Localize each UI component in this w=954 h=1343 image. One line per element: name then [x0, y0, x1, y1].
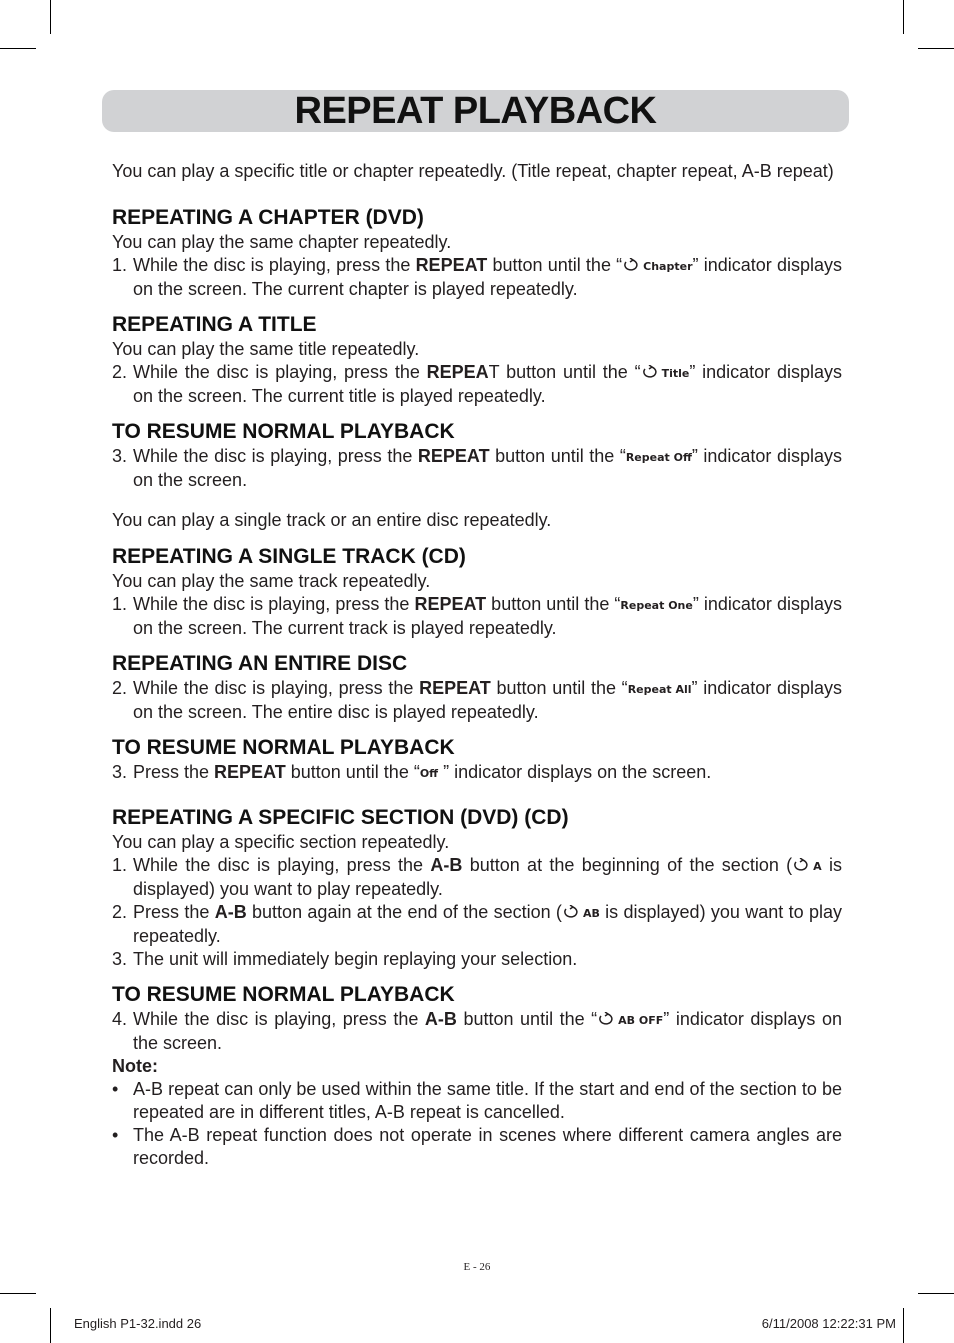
list-item	[112, 901, 842, 948]
crop-mark	[918, 48, 954, 49]
repeat-icon	[562, 905, 580, 919]
item-text: button until the “	[486, 594, 621, 614]
section-heading: REPEATING A SINGLE TRACK (CD)	[112, 545, 466, 568]
intro-text: You can play a specific title or chapter repeatedly. (Title repeat, chapter repeat, A-B repeat)	[112, 161, 834, 181]
key-name: REPEAT	[214, 762, 286, 782]
indicator-label: Off	[419, 767, 439, 780]
item-text: The unit will immediately begin replaying your selection.	[133, 949, 578, 969]
section-heading: TO RESUME NORMAL PLAYBACK	[112, 736, 455, 759]
main-content	[112, 160, 842, 1181]
item-number: 2.	[112, 678, 128, 698]
section-heading: REPEATING A CHAPTER (DVD)	[112, 206, 424, 229]
section-resume-normal	[112, 419, 842, 492]
item-text: ” indicator displays on the screen.	[133, 446, 842, 490]
key-name: A-B	[430, 855, 463, 875]
list-item	[112, 445, 842, 492]
item-text: button at the beginning of the section (	[462, 855, 793, 875]
item-text: ” indicator displays on the screen.	[438, 762, 712, 782]
item-text: button again at the end of the section (	[246, 902, 562, 922]
item-number: 1.	[112, 594, 128, 614]
indicator-label: Repeat Off	[625, 451, 692, 464]
item-number: 3.	[112, 446, 128, 466]
item-text: button until the “	[456, 1009, 598, 1029]
note-item	[112, 1078, 842, 1124]
list-item	[112, 1008, 842, 1055]
crop-mark	[50, 0, 51, 34]
repeat-icon	[792, 858, 810, 872]
key-name: REPEAT	[414, 594, 487, 614]
list-item	[112, 761, 842, 785]
key-name: A-B	[214, 902, 247, 922]
section-repeat-title	[112, 312, 842, 408]
item-text: While the disc is playing, press the	[133, 446, 418, 466]
crop-mark	[0, 48, 36, 49]
indicator-label: Repeat One	[620, 599, 693, 612]
item-text: Press the	[133, 762, 215, 782]
indicator-label: AB OFF	[618, 1014, 664, 1027]
item-text: While the disc is playing, press the	[133, 678, 420, 698]
note-label: Note:	[112, 1056, 158, 1076]
section-heading: TO RESUME NORMAL PLAYBACK	[112, 420, 455, 443]
item-text: T button until the “	[488, 362, 641, 382]
bullet: •	[112, 1079, 119, 1099]
page-title: REPEAT PLAYBACK	[294, 89, 657, 132]
section-repeat-chapter	[112, 205, 842, 301]
item-number: 1.	[112, 255, 128, 275]
item-text: Press the	[133, 902, 215, 922]
crop-mark	[918, 1293, 954, 1294]
repeat-icon	[622, 258, 640, 272]
slug-date: 6/11/2008 12:22:31 PM	[761, 1316, 896, 1331]
section-heading: REPEATING AN ENTIRE DISC	[112, 652, 408, 675]
list-item	[112, 948, 842, 971]
item-text: button until the “	[489, 446, 626, 466]
indicator-label: Chapter	[643, 260, 693, 273]
indicator-label: A	[813, 860, 822, 873]
item-number: 4.	[112, 1009, 128, 1029]
item-number: 3.	[112, 949, 128, 969]
item-text: ” indicator displays on the screen. The current title is played repeatedly.	[133, 362, 842, 406]
crop-mark	[0, 1293, 36, 1294]
section-repeat-ab	[112, 805, 842, 971]
item-number: 1.	[112, 855, 128, 875]
key-name: A-B	[424, 1009, 457, 1029]
section-desc: You can play a specific section repeatedly.	[112, 832, 450, 852]
indicator-label: AB	[582, 907, 600, 920]
section-resume-normal	[112, 735, 842, 785]
key-name: REPEAT	[415, 255, 488, 275]
item-text: is displayed) you want to play repeatedly.	[133, 855, 842, 899]
section-resume-normal	[112, 982, 842, 1170]
list-item	[112, 677, 842, 724]
indicator-label: Repeat All	[627, 683, 692, 696]
item-text: While the disc is playing, press the	[133, 594, 415, 614]
item-text: While the disc is playing, press the	[133, 255, 416, 275]
note-text: A-B repeat can only be used within the same title. If the start and end of the section to be repeated are in different titles, A-B repeat is cancelled.	[133, 1079, 842, 1122]
section-heading: REPEATING A SPECIFIC SECTION (DVD) (CD)	[112, 806, 569, 829]
intro-text: You can play a single track or an entire disc repeatedly.	[112, 510, 552, 530]
list-item	[112, 854, 842, 901]
section-heading: REPEATING A TITLE	[112, 313, 317, 336]
item-number: 3.	[112, 762, 128, 782]
list-item	[112, 361, 842, 408]
section-desc: You can play the same chapter repeatedly.	[112, 232, 452, 252]
section-repeat-track	[112, 544, 842, 640]
item-text: While the disc is playing, press the	[133, 855, 431, 875]
section-repeat-disc	[112, 651, 842, 724]
item-number: 2.	[112, 902, 128, 922]
key-name: REPEAT	[419, 678, 491, 698]
note-item	[112, 1124, 842, 1170]
section-desc: You can play the same track repeatedly.	[112, 571, 431, 591]
note-text: The A-B repeat function does not operate in scenes where different camera angles are recorded.	[133, 1125, 842, 1168]
title-banner	[102, 90, 849, 132]
key-name: REPEA	[426, 362, 489, 382]
section-desc: You can play the same title repeatedly.	[112, 339, 420, 359]
section-heading: TO RESUME NORMAL PLAYBACK	[112, 983, 455, 1006]
slug-file: English P1-32.indd 26	[74, 1316, 202, 1331]
item-text: button until the “	[487, 255, 623, 275]
item-text: While the disc is playing, press the	[133, 1009, 425, 1029]
bullet: •	[112, 1125, 119, 1145]
item-text: ” indicator displays on the screen.	[133, 1009, 842, 1053]
item-text: ” indicator displays on the screen. The current chapter is played repeatedly.	[133, 255, 842, 299]
item-text: ” indicator displays on the screen. The current track is played repeatedly.	[133, 594, 842, 638]
repeat-icon	[641, 365, 659, 379]
item-text: button until the “	[285, 762, 420, 782]
key-name: REPEAT	[417, 446, 490, 466]
item-text: button until the “	[490, 678, 628, 698]
list-item	[112, 593, 842, 640]
crop-mark	[50, 1308, 51, 1343]
item-text: While the disc is playing, press the	[133, 362, 427, 382]
item-text: ” indicator displays on the screen. The entire disc is played repeatedly.	[133, 678, 843, 722]
crop-mark	[903, 0, 904, 34]
repeat-icon	[597, 1012, 615, 1026]
indicator-label: Title	[661, 367, 690, 380]
item-number: 2.	[112, 362, 128, 382]
item-text: is displayed) you want to play repeatedly.	[133, 902, 842, 946]
list-item	[112, 254, 842, 301]
crop-mark	[903, 1308, 904, 1343]
page-number: E - 26	[463, 1261, 491, 1273]
